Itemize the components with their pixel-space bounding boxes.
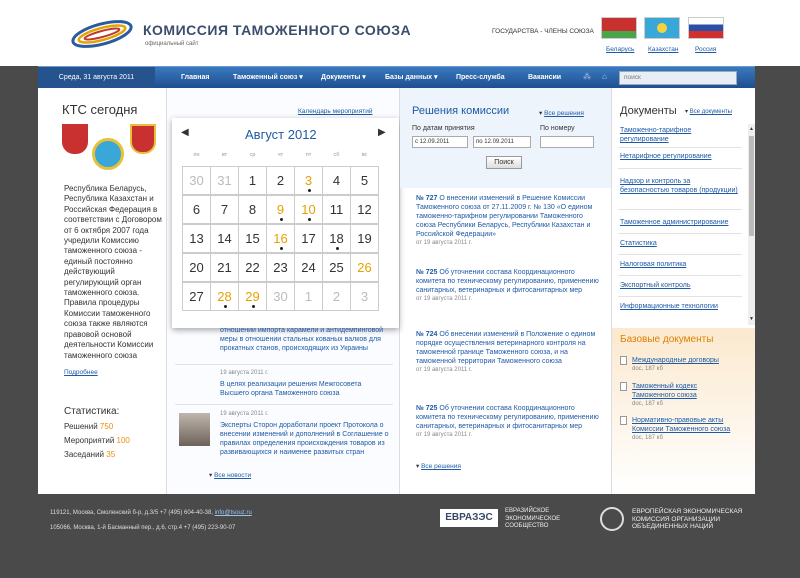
doc-menu-item[interactable]: Экспортный контроль	[620, 282, 691, 289]
decision-item[interactable]	[416, 330, 602, 375]
news-text[interactable]: Эксперты Сторон доработали проект Протокола о внесении изменений и дополнений в Соглашение о правилах определения происхождения товаров из развивающихся и наименее развитых стран	[220, 422, 389, 456]
calendar-day[interactable]	[238, 195, 267, 224]
base-docs-panel	[612, 328, 755, 494]
decision-date: от 19 августа 2011 г.	[416, 240, 472, 246]
calendar-day[interactable]	[182, 195, 211, 224]
event-dot-icon	[336, 247, 339, 250]
number-field[interactable]	[540, 136, 594, 148]
site-header	[0, 0, 800, 66]
calendar-day[interactable]	[238, 282, 267, 311]
calendar-day-number: 16	[273, 231, 288, 246]
stats-title: Статистика:	[64, 406, 120, 417]
main-content	[38, 88, 755, 494]
event-dot-icon	[224, 305, 227, 308]
weekday-label: чт	[277, 152, 284, 158]
calendar-day[interactable]	[322, 195, 351, 224]
calendar-day-number: 2	[332, 289, 341, 304]
calendar-day[interactable]	[322, 282, 351, 311]
site-subtitle: официальный сайт	[145, 41, 199, 47]
calendar-day[interactable]	[266, 253, 295, 282]
decision-text: Об уточнении состава Координационного комитета по техническому регулированию, применению санитарных, ветеринарных и фитосанитарных мер	[416, 269, 599, 294]
decisions-title: Решения комиссии	[412, 105, 510, 117]
base-doc-item[interactable]	[632, 356, 742, 374]
divider	[175, 404, 393, 405]
kts-more-link[interactable]: Подробнее	[64, 369, 98, 376]
doc-menu-item[interactable]: Налоговая политика	[620, 261, 687, 268]
document-icon	[620, 356, 627, 365]
prev-month-icon[interactable]: ◀	[181, 127, 189, 138]
decision-item[interactable]	[416, 404, 602, 440]
calendar-day[interactable]	[294, 195, 323, 224]
decision-item[interactable]	[416, 268, 602, 304]
kts-column	[38, 88, 167, 494]
base-doc-meta: doc, 187 кб	[632, 435, 663, 441]
decision-number: № 727	[416, 195, 438, 202]
calendar-day[interactable]	[238, 253, 267, 282]
calendar-day-number: 1	[304, 289, 313, 304]
decision-date: от 19 августа 2011 г.	[416, 296, 472, 302]
calendar-day-number: 30	[189, 173, 204, 188]
calendar-day-number: 17	[301, 231, 316, 246]
decisions-all-link[interactable]: Все решения	[544, 110, 584, 117]
calendar-day-number: 21	[217, 260, 232, 275]
nav-home[interactable]: Главная	[181, 74, 210, 81]
calendar-day[interactable]	[294, 253, 323, 282]
calendar-day[interactable]	[266, 224, 295, 253]
calendar-day-number: 6	[192, 202, 201, 217]
event-dot-icon	[308, 189, 311, 192]
decision-number: № 725	[416, 405, 438, 412]
calendar-day[interactable]	[350, 253, 379, 282]
calendar-day[interactable]	[350, 224, 379, 253]
base-doc-item[interactable]	[632, 382, 742, 409]
calendar-day[interactable]	[182, 224, 211, 253]
calendar-day-number: 15	[245, 231, 260, 246]
doc-menu-item[interactable]: Нетарифное регулирование	[620, 153, 712, 160]
calendar-day-number: 26	[357, 260, 372, 275]
calendar-day[interactable]	[294, 224, 323, 253]
chevron-down-icon: ▾	[416, 463, 420, 470]
decision-item[interactable]	[416, 194, 602, 248]
stats-row-events	[64, 436, 130, 445]
scroll-thumb[interactable]	[749, 136, 754, 236]
calendar-day[interactable]	[182, 253, 211, 282]
stats-row-meetings	[64, 450, 115, 459]
calendar-day-number: 3	[360, 289, 369, 304]
calendar-day[interactable]	[322, 166, 351, 195]
stats-value: 750	[99, 422, 114, 431]
decision-text: Об внесении изменений в Положение о едином порядке осуществления ветеринарного контроля на таможенной границе Таможенного союза, и на таможенной территории Таможенного союза	[416, 331, 596, 365]
calendar-day[interactable]	[322, 224, 351, 253]
eurasec-logo[interactable]: ЕВРАЗЭС	[440, 509, 498, 527]
calendar-day-number: 4	[332, 173, 341, 188]
decision-date: от 19 августа 2011 г.	[416, 367, 472, 373]
event-dot-icon	[280, 247, 283, 250]
belarus-flag-icon[interactable]	[601, 17, 637, 39]
divider	[618, 296, 742, 297]
calendar-day-number: 24	[301, 260, 316, 275]
email-link[interactable]: info@tsouz.ru	[214, 510, 252, 516]
documents-scrollbar[interactable]	[748, 124, 755, 325]
calendar-day-number: 31	[217, 173, 232, 188]
calendar-day[interactable]	[210, 253, 239, 282]
home-icon[interactable]: ⌂	[602, 72, 607, 81]
calendar-day-number: 7	[220, 202, 229, 217]
search-input[interactable]: поиск	[619, 71, 737, 85]
unece-text: ЕВРОПЕЙСКАЯ ЭКОНОМИЧЕСКАЯ КОМИССИЯ ОРГАНИЗАЦИИ ОБЪЕДИНЕННЫХ НАЦИЙ	[632, 508, 743, 530]
stats-value: 35	[106, 450, 116, 459]
base-doc-meta: doc, 187 кб	[632, 401, 663, 407]
calendar-day-number: 30	[273, 289, 288, 304]
weekday-label: сб	[333, 152, 340, 158]
nav-databases-label: Базы данных	[385, 74, 433, 81]
calendar-day[interactable]	[266, 282, 295, 311]
decision-number: № 724	[416, 331, 438, 338]
calendar-day[interactable]	[266, 166, 295, 195]
documents-all[interactable]	[685, 108, 732, 115]
footer-address-2: 105066, Москва, 1-й Басманный пер., д.6, стр.4 +7 (495) 223-90-07	[50, 525, 236, 531]
news-text[interactable]: отношении импорта карамели и антидемпинговой меры в отношении стальных кованых валков для прокатных станов, происходящих из Украины	[220, 327, 384, 352]
eurasec-text: ЕВРАЗИЙСКОЕ ЭКОНОМИЧЕСКОЕ СООБЩЕСТВО	[505, 508, 561, 529]
address-line: 119121, Москва, Смоленский б-р, д.3/5 +7 (495) 604-40-38,	[50, 510, 214, 516]
calendar-day-number: 14	[217, 231, 232, 246]
events-calendar-link[interactable]: Календарь мероприятий	[298, 108, 373, 115]
calendar-day[interactable]	[210, 224, 239, 253]
stats-label: Заседаний	[64, 450, 105, 459]
document-icon	[620, 382, 627, 391]
documents-column	[612, 88, 755, 494]
doc-menu-item[interactable]: Информационные технологии	[620, 303, 718, 310]
doc-menu-item[interactable]: Таможенное администрирование	[620, 219, 729, 226]
stats-row-decisions	[64, 422, 113, 431]
calendar-day-number: 29	[245, 289, 260, 304]
all-news[interactable]	[209, 471, 251, 479]
chevron-down-icon: ▾	[685, 109, 689, 115]
nav-press[interactable]: Пресс-служба	[456, 74, 505, 81]
calendar-day-number: 23	[273, 260, 288, 275]
calendar-day-number: 13	[189, 231, 204, 246]
states-label: ГОСУДАРСТВА - ЧЛЕНЫ СОЮЗА	[492, 28, 594, 35]
base-doc-name[interactable]: Нормативно-правовые акты Комиссии Таможенного союза	[632, 417, 731, 433]
all-news-link[interactable]: Все новости	[214, 472, 252, 479]
calendar-day[interactable]	[266, 195, 295, 224]
calendar-day[interactable]	[350, 282, 379, 311]
base-doc-name[interactable]: Таможенный кодекс Таможенного союза	[632, 383, 698, 399]
divider	[618, 254, 742, 255]
calendar-day[interactable]	[294, 166, 323, 195]
doc-menu-item[interactable]: Статистика	[620, 240, 657, 247]
calendar-day-number: 12	[357, 202, 372, 217]
calendar-month: Август 2012	[245, 127, 317, 142]
doc-menu-item[interactable]: Таможенно-тарифное регулирование	[620, 127, 692, 143]
site-footer	[0, 494, 800, 578]
calendar-day[interactable]	[210, 195, 239, 224]
logo-icon[interactable]	[66, 12, 138, 52]
kazakhstan-flag-icon[interactable]	[644, 17, 680, 39]
calendar-day-number: 1	[248, 173, 257, 188]
calendar-day-number: 2	[276, 173, 285, 188]
search-button[interactable]: Поиск	[486, 156, 522, 169]
nav-customs-union-label: Таможенный союз	[233, 74, 298, 81]
date-to-field[interactable]: по 12.09.2011	[473, 136, 531, 148]
news-text[interactable]: В целях реализации решения Межгосовета Высшего органа Таможенного союза	[220, 381, 362, 397]
news-date: 19 августа 2011 г.	[220, 370, 269, 376]
by-number-label: По номеру	[540, 125, 575, 132]
decisions-all-bottom[interactable]	[416, 462, 461, 470]
weekday-label: вс	[361, 152, 368, 158]
calendar-popup	[172, 118, 399, 328]
calendar-day[interactable]	[294, 282, 323, 311]
calendar-day[interactable]	[350, 166, 379, 195]
calendar-day-number: 11	[329, 202, 344, 217]
nav-databases[interactable]: Базы данных ▾	[385, 74, 438, 81]
base-doc-meta: doc, 187 кб	[632, 366, 663, 372]
calendar-day[interactable]	[182, 282, 211, 311]
date-from-field[interactable]: с 12.09.2011	[412, 136, 468, 148]
kts-description: Республика Беларусь, Республика Казахстан и Российская Федерация в соответствии с Договором от 6 октября 2007 года учредили Комиссию таможенного союза - единый постоянно действующий регулирующий орган таможенного союза. Правила процедуры Комиссии таможенного союза также являются правовой основой деятельности Комиссии таможенного союза	[64, 184, 162, 360]
calendar-day-number: 3	[304, 173, 313, 188]
news-date: 19 августа 2011 г.	[220, 411, 269, 417]
calendar-day[interactable]	[210, 282, 239, 311]
decision-date: от 19 августа 2011 г.	[416, 432, 472, 438]
calendar-day-number: 10	[301, 202, 316, 217]
calendar-day-number: 9	[276, 202, 285, 217]
divider	[618, 233, 742, 234]
weekday-label: ср	[249, 152, 256, 158]
stats-label: Решений	[64, 422, 98, 431]
chevron-down-icon: ▾	[209, 472, 213, 479]
event-dot-icon	[308, 218, 311, 221]
kts-title: КТС сегодня	[62, 102, 138, 117]
base-doc-item[interactable]	[632, 416, 742, 443]
state-link-belarus[interactable]: Беларусь	[606, 46, 635, 53]
calendar-day-number: 27	[189, 289, 204, 304]
decisions-all-top[interactable]	[539, 109, 584, 117]
russia-flag-icon[interactable]	[688, 17, 724, 39]
main-nav	[38, 66, 755, 88]
stats-value: 100	[116, 436, 130, 445]
chevron-down-icon: ▾	[539, 110, 543, 117]
scroll-down-icon[interactable]: ▼	[749, 316, 754, 322]
calendar-day[interactable]	[210, 166, 239, 195]
weekday-label: пт	[305, 152, 312, 158]
calendar-day[interactable]	[350, 195, 379, 224]
sitemap-icon[interactable]: ⁂	[583, 72, 591, 81]
divider	[618, 209, 742, 210]
scroll-up-icon[interactable]: ▲	[749, 126, 754, 132]
documents-title: Документы	[620, 105, 677, 117]
footer-address-1	[50, 510, 252, 516]
decision-text: О внесении изменений в Решение Комиссии Таможенного союза от 27.11.2009 г. № 130 «О едином таможенно-тарифном регулировании Таможенного союза Республики Беларусь, Республики Казахстан и Российской Федерации»	[416, 195, 593, 238]
by-date-label: По датам принятия	[412, 125, 475, 132]
current-date: Среда, 31 августа 2011	[38, 67, 155, 88]
event-dot-icon	[280, 218, 283, 221]
doc-menu-item[interactable]: Надзор и контроль за безопасностью товаров (продукции)	[620, 178, 738, 194]
document-icon	[620, 416, 627, 425]
event-dot-icon	[252, 305, 255, 308]
decisions-column	[400, 88, 612, 494]
calendar-day-number: 22	[245, 260, 260, 275]
nav-vacancies[interactable]: Вакансии	[528, 74, 562, 81]
calendar-day[interactable]	[238, 224, 267, 253]
decisions-filter	[400, 88, 611, 188]
weekday-label: вт	[221, 152, 228, 158]
base-doc-name[interactable]: Международные договоры	[632, 357, 719, 364]
divider	[618, 275, 742, 276]
next-month-icon[interactable]: ▶	[378, 127, 386, 138]
un-emblem-icon[interactable]	[600, 507, 624, 531]
decision-number: № 725	[416, 269, 438, 276]
divider	[175, 364, 393, 365]
news-photo[interactable]	[179, 413, 210, 446]
calendar-day-number: 20	[189, 260, 204, 275]
decisions-all-link[interactable]: Все решения	[421, 463, 461, 470]
belarus-emblem-icon	[62, 124, 88, 154]
divider	[618, 147, 742, 148]
stats-label: Мероприятий	[64, 436, 115, 445]
calendar-day-number: 18	[329, 231, 344, 246]
calendar-day-number: 28	[217, 289, 232, 304]
calendar-day[interactable]	[238, 166, 267, 195]
news-column	[167, 88, 400, 494]
decision-text: Об уточнении состава Координационного комитета по техническому регулированию, применению санитарных, ветеринарных и фитосанитарных мер	[416, 405, 599, 430]
nav-documents[interactable]: Документы ▾	[321, 74, 366, 81]
base-docs-title: Базовые документы	[620, 334, 714, 345]
nav-customs-union[interactable]: Таможенный союз ▾	[233, 74, 303, 81]
calendar-day-number: 8	[248, 202, 257, 217]
divider	[618, 168, 742, 169]
calendar-day[interactable]	[182, 166, 211, 195]
state-link-kazakhstan[interactable]: Казахстан	[648, 46, 679, 53]
russia-emblem-icon	[130, 124, 156, 154]
kazakhstan-emblem-icon	[92, 138, 124, 170]
weekday-label: пн	[193, 152, 200, 158]
documents-all-link[interactable]: Все документы	[689, 109, 732, 115]
state-link-russia[interactable]: Россия	[695, 46, 717, 53]
calendar-day[interactable]	[322, 253, 351, 282]
calendar-day-number: 5	[360, 173, 369, 188]
calendar-day-number: 19	[357, 231, 372, 246]
calendar-day-number: 25	[329, 260, 344, 275]
site-title: КОМИССИЯ ТАМОЖЕННОГО СОЮЗА	[143, 22, 412, 38]
nav-documents-label: Документы	[321, 74, 361, 81]
